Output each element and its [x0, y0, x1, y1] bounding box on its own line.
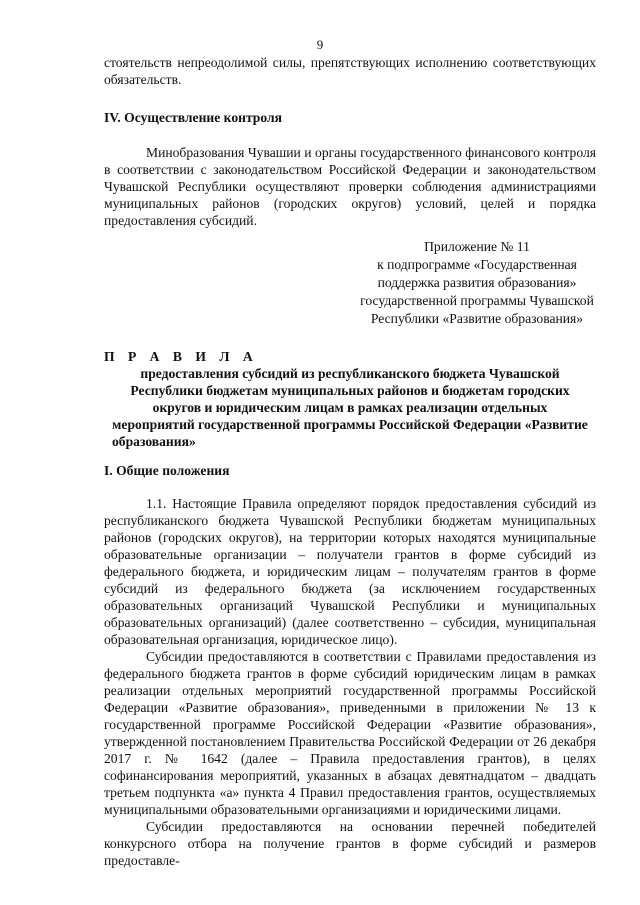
appendix-note — [352, 238, 602, 328]
page-number: 9 — [316, 37, 324, 52]
appendix-line: поддержка развития образования» — [377, 275, 577, 290]
section-4-paragraph: Минобразования Чувашии и органы государственного финансового контроля в соответствии с законодательством Российской Федерации и законодательством Чувашской Республики осуществляют проверки соблюдения администрациями муниципальных районов (городских округов) условий, целей и порядка предоставления субсидий. — [104, 145, 596, 228]
intro-fragment: стоятельств непреодолимой силы, препятствующих исполнению соответствующих обязательств. — [104, 55, 596, 87]
rules-subtitle-block — [112, 365, 588, 450]
rules-title: П Р А В И Л А — [104, 349, 258, 364]
section-1-paragraph: Субсидии предоставляются на основании перечней победителей конкурсного отбора на получение грантов в форме субсидий и размеров предоставле- — [104, 819, 596, 868]
section-4-body — [104, 144, 596, 229]
appendix-line: к подпрограмме «Государственная — [377, 257, 577, 272]
section-1-paragraph: Субсидии предоставляются в соответствии с Правилами предоставления из федерального бюджета грантов в форме субсидий юридическим лицам в рамках реализации отдельных мероприятий государственной программы Российской Федерации «Развитие образования», приведенными в приложении № 13 к государственной программе Российской Федерации «Развитие образования», утвержденной постановлением Правительства Российской Федерации от 26 декабря 2017 г. № 1642 (далее – Правила предоставления грантов), в целях софинансирования мероприятий, указанных в абзацах девятнадцатом – двадцать третьем подпункта «а» пункта 4 Правил предоставления грантов, осуществляемых муниципальными образовательными организациями и юридическими лицами. — [104, 649, 596, 817]
appendix-line: государственной программы Чувашской — [360, 293, 594, 308]
section-4 — [104, 109, 596, 126]
rules-title-block — [104, 348, 596, 365]
section-4-heading: IV. Осуществление контроля — [104, 110, 282, 125]
rules-subtitle: предоставления субсидий из республиканского бюджета Чувашской Республики бюджетам муниципальных районов и бюджетам городских округов и юридическим лицам в рамках реализации отдельных мероприятий государственной программы Российской Федерации «Развитие образования» — [112, 366, 588, 449]
appendix-line: Приложение № 11 — [424, 239, 530, 254]
section-1 — [104, 462, 596, 479]
section-1-heading: I. Общие положения — [104, 463, 230, 478]
appendix-line: Республики «Развитие образования» — [370, 311, 584, 326]
intro-fragment-block — [104, 54, 596, 88]
section-1-body — [104, 495, 596, 869]
section-1-paragraph: 1.1. Настоящие Правила определяют порядок предоставления субсидий из республиканского бюджета Чувашской Республики бюджетам муниципальных районов (городских округов), на территории которых находятся муниципальные образовательные организации – получатели грантов в форме субсидий из федерального бюджета, и юридическим лицам – получателям грантов в форме субсидий из федерального бюджета (за исключением государственных образовательных организаций Чувашской Республики и муниципальных образовательных организаций) (далее соответственно – субсидия, муниципальная образовательная организация, юридическое лицо). — [104, 496, 596, 647]
